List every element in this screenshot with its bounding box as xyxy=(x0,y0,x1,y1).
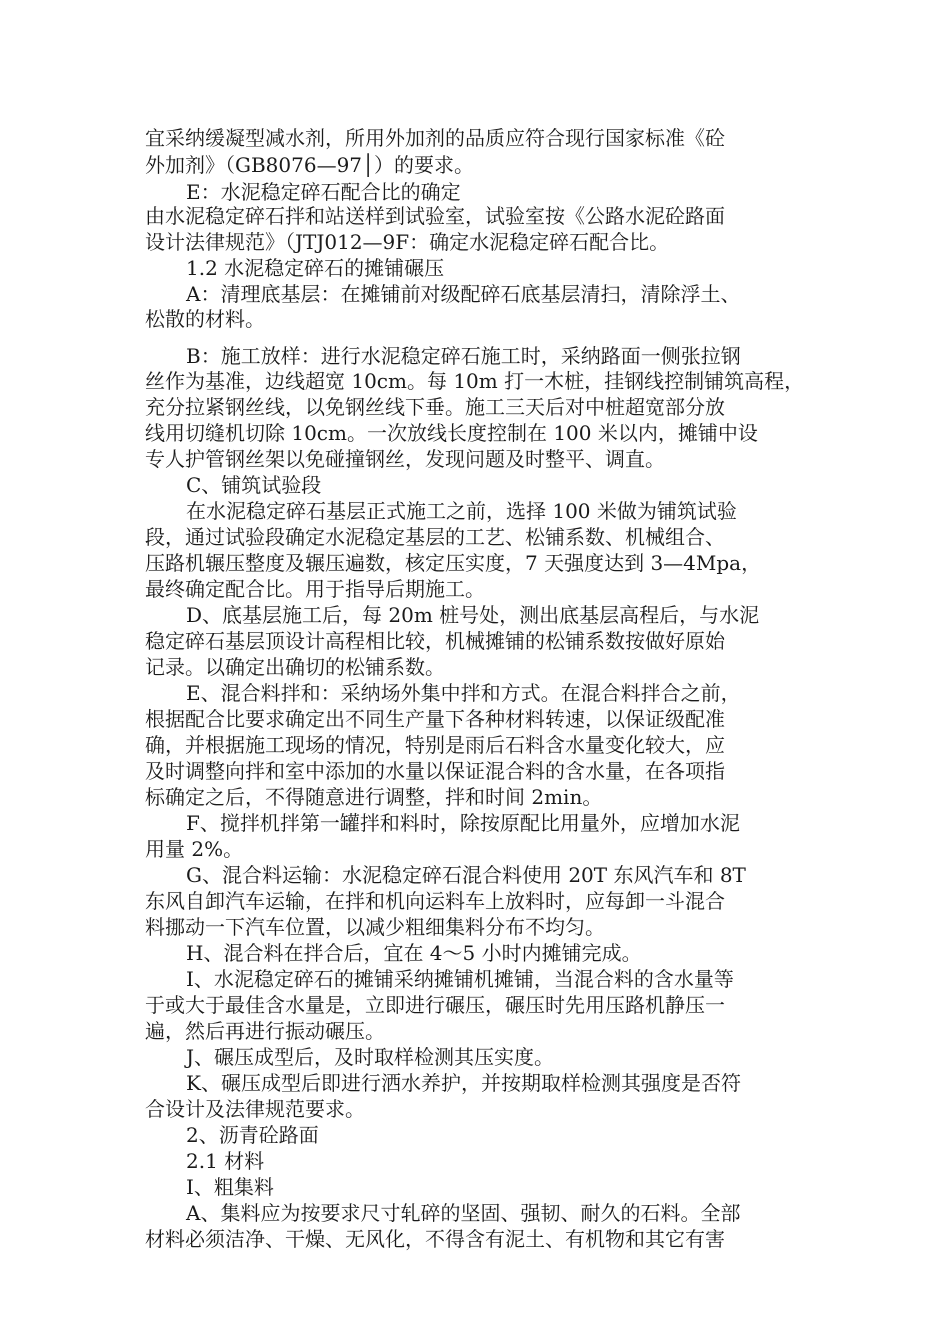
text-line: 材料必须洁净、干燥、无风化，不得含有泥土、有机物和其它有害 xyxy=(145,1227,725,1251)
text-line: E、混合料拌和：采纳场外集中拌和方式。在混合料拌合之前， xyxy=(186,681,741,705)
text-line: 稳定碎石基层顶设计高程相比较，机械摊铺的松铺系数按做好原始 xyxy=(145,629,725,653)
text-line: 充分拉紧钢丝线，以免钢丝线下垂。施工三天后对中桩超宽部分放 xyxy=(145,395,725,419)
text-line: 确，并根据施工现场的情况，特别是雨后石料含水量变化较大，应 xyxy=(145,733,725,757)
text-line: 标确定之后，不得随意进行调整，拌和时间 2min。 xyxy=(145,785,603,809)
text-line: K、碾压成型后即进行洒水养护，并按期取样检测其强度是否符 xyxy=(186,1071,741,1095)
text-line: D、底基层施工后，每 20m 桩号处，测出底基层高程后，与水泥 xyxy=(186,603,760,627)
text-line: 在水泥稳定碎石基层正式施工之前，选择 100 米做为铺筑试验 xyxy=(186,499,737,523)
text-line: 合设计及法律规范要求。 xyxy=(145,1097,365,1121)
text-line: 2.1 材料 xyxy=(186,1149,265,1173)
text-line: G、混合料运输：水泥稳定碎石混合料使用 20T 东风汽车和 8T xyxy=(186,863,746,887)
text-line: 东风自卸汽车运输，在拌和机向运料车上放料时，应每卸一斗混合 xyxy=(145,889,725,913)
text-line: I、水泥稳定碎石的摊铺采纳摊铺机摊铺，当混合料的含水量等 xyxy=(186,967,734,991)
text-line: C、铺筑试验段 xyxy=(186,473,322,497)
text-line: 遍，然后再进行振动碾压。 xyxy=(145,1019,385,1043)
text-line: 设计法律规范》（JTJ012—9F：确定水泥稳定碎石配合比。 xyxy=(145,230,670,254)
text-line: B：施工放样：进行水泥稳定碎石施工时，采纳路面一侧张拉钢 xyxy=(186,344,741,368)
text-line: 及时调整向拌和室中添加的水量以保证混合料的含水量，在各项指 xyxy=(145,759,725,783)
text-line: 线用切缝机切除 10cm。一次放线长度控制在 100 米以内，摊铺中设 xyxy=(145,421,758,445)
text-line: 外加剂》（GB8076—97│）的要求。 xyxy=(145,153,475,177)
text-line: 专人护管钢丝架以免碰撞钢丝，发现问题及时整平、调直。 xyxy=(145,447,665,471)
text-line: 由水泥稳定碎石拌和站送样到试验室，试验室按《公路水泥砼路面 xyxy=(145,204,725,228)
text-line: F、搅拌机拌第一罐拌和料时，除按原配比用量外，应增加水泥 xyxy=(186,811,740,835)
text-line: 压路机辗压整度及辗压遍数，核定压实度，7 天强度达到 3—4Mpa， xyxy=(145,551,762,575)
text-line: 宜采纳缓凝型减水剂，所用外加剂的品质应符合现行国家标准《砼 xyxy=(145,126,725,150)
text-line: J、碾压成型后，及时取样检测其压实度。 xyxy=(186,1045,555,1069)
text-line: E：水泥稳定碎石配合比的确定 xyxy=(186,180,461,204)
text-line: 料挪动一下汽车位置，以减少粗细集料分布不均匀。 xyxy=(145,915,605,939)
text-line: 用量 2%。 xyxy=(145,837,244,861)
text-line: H、混合料在拌合后，宜在 4～5 小时内摊铺完成。 xyxy=(186,941,642,965)
text-line: 段，通过试验段确定水泥稳定基层的工艺、松铺系数、机械组合、 xyxy=(145,525,725,549)
text-line: 最终确定配合比。用于指导后期施工。 xyxy=(145,577,485,601)
text-line: Ⅰ、粗集料 xyxy=(186,1175,274,1199)
text-line: 根据配合比要求确定出不同生产量下各种材料转速，以保证级配准 xyxy=(145,707,725,731)
text-line: 于或大于最佳含水量是，立即进行碾压，碾压时先用压路机静压一 xyxy=(145,993,725,1017)
text-line: A、集料应为按要求尺寸轧碎的坚固、强韧、耐久的石料。全部 xyxy=(186,1201,741,1225)
text-line: 1.2 水泥稳定碎石的摊铺碾压 xyxy=(186,256,445,280)
text-line: 丝作为基准，边线超宽 10cm。每 10m 打一木桩，挂钢线控制铺筑高程， xyxy=(145,369,805,393)
text-line: 2、沥青砼路面 xyxy=(186,1123,319,1147)
text-line: 松散的材料。 xyxy=(145,307,265,331)
text-line: A：清理底基层：在摊铺前对级配碎石底基层清扫，清除浮土、 xyxy=(186,282,741,306)
text-line: 记录。以确定出确切的松铺系数。 xyxy=(145,655,445,679)
